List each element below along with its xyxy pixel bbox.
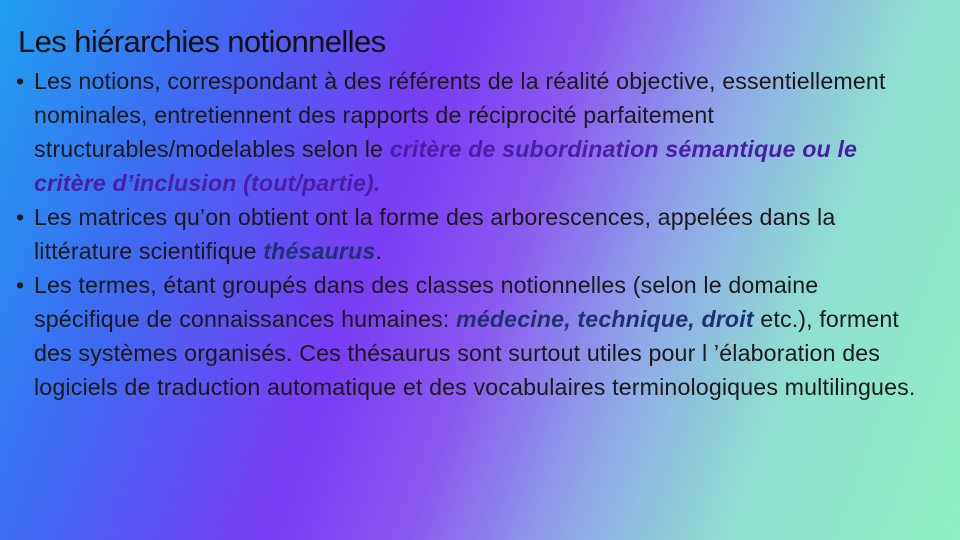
bullet-marker: • [16, 68, 25, 94]
bullet-text: Les termes, étant groupés dans des classes notionnelles (selon le domaine spécifique de connaissances humaines: [34, 272, 819, 332]
bullet-marker: • [16, 204, 25, 230]
bullet-text: Les matrices qu’on obtient ont la forme des arborescences, appelées dans la littérature scientifique [34, 204, 836, 264]
slide-title: Les hiérarchies notionnelles [18, 24, 386, 59]
bullet-item-matrices [16, 200, 921, 268]
bullet-item-termes [16, 268, 921, 404]
bullet-text: Les notions, correspondant à des référents de la réalité objective, essentiellement nominales, entretiennent des rapports de réciprocité parfaitement structurables/modelables selon le [34, 68, 886, 162]
bullet-list [16, 64, 921, 404]
bullet-item-notions [16, 64, 921, 200]
bullet-emphasis: médecine, technique, droit [456, 306, 754, 332]
bullet-text-end: etc.), forment des systèmes organisés. Ces thésaurus sont surtout utiles pour l ’élaboration des logiciels de traduction automatique et des vocabulaires terminologiques multilingues. [34, 306, 916, 400]
bullet-text-end: . [375, 238, 383, 264]
bullet-marker: • [16, 272, 25, 298]
bullet-emphasis: thésaurus [263, 238, 376, 264]
bullet-emphasis: critère de subordination sémantique ou le critère d’inclusion (tout/partie). [34, 136, 858, 196]
